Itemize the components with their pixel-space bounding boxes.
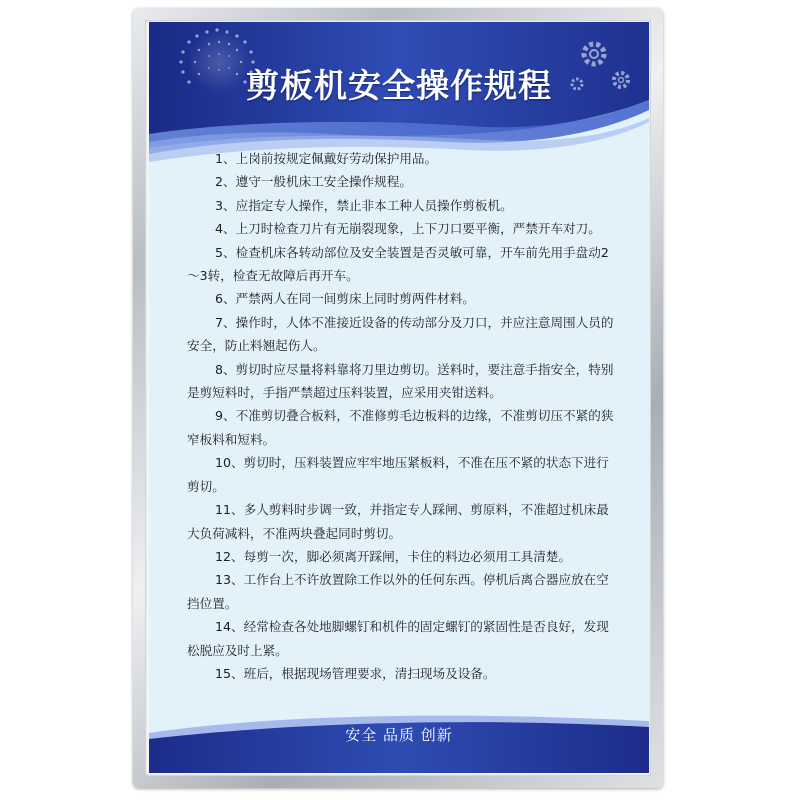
rule-item: 4、上刀时检查刀片有无崩裂现象，上下刀口要平衡，严禁开车对刀。: [215, 221, 601, 237]
rule-item: 14、经常检查各处地脚螺钉和机件的固定螺钉的紧固性是否良好，发现松脱应及时上紧。: [187, 619, 609, 658]
rule-item: 12、每剪一次，脚必须离开踩闸，卡住的料边必须用工具清楚。: [215, 548, 572, 564]
rule-item: 6、严禁两人在同一间剪床上同时剪两件材料。: [215, 291, 475, 307]
rule-item: 10、剪切时，压料装置应牢牢地压紧板料，不准在压不紧的状态下进行剪切。: [187, 455, 609, 494]
safety-poster: [149, 22, 649, 773]
rule-item: 13、工作台上不许放置除工作以外的任何东西。停机后离合器应放在空挡位置。: [187, 572, 609, 611]
rule-item: 8、剪切时应尽量将料靠将刀里边剪切。送料时，要注意手指安全，特别是剪短料时，手指严禁超过压料装置，应采用夹钳送料。: [187, 361, 614, 401]
rules-list: [187, 147, 617, 685]
rule-item: 15、班后，根据现场管理要求，清扫现场及设备。: [215, 665, 496, 681]
footer-slogan: 安全 品质 创新: [345, 726, 453, 744]
rule-item: 2、遵守一般机床工安全操作规程。: [215, 174, 412, 190]
rule-item: 11、多人剪料时步调一致，并指定专人踩闸、剪原料，不准超过机床最大负荷减料，不准两块叠起同时剪切。: [187, 502, 609, 541]
rule-item: 7、操作时，人体不准接近设备的传动部分及刀口，并应注意周围人员的安全，防止料翘起伤人。: [187, 314, 614, 354]
poster-title: 剪板机安全操作规程: [246, 66, 552, 105]
rule-item: 9、不准剪切叠合板料，不准修剪毛边板料的边缘，不准剪切压不紧的狭窄板料和短料。: [187, 408, 614, 447]
rule-item: 1、上岗前按规定佩戴好劳动保护用品。: [215, 151, 438, 166]
rule-item: 3、应指定专人操作，禁止非本工种人员操作剪板机。: [215, 197, 513, 213]
rule-item: 5、检查机床各转动部位及安全装置是否灵敏可靠，开车前先用手盘动2～3转，检查无故障后再开车。: [187, 244, 609, 284]
